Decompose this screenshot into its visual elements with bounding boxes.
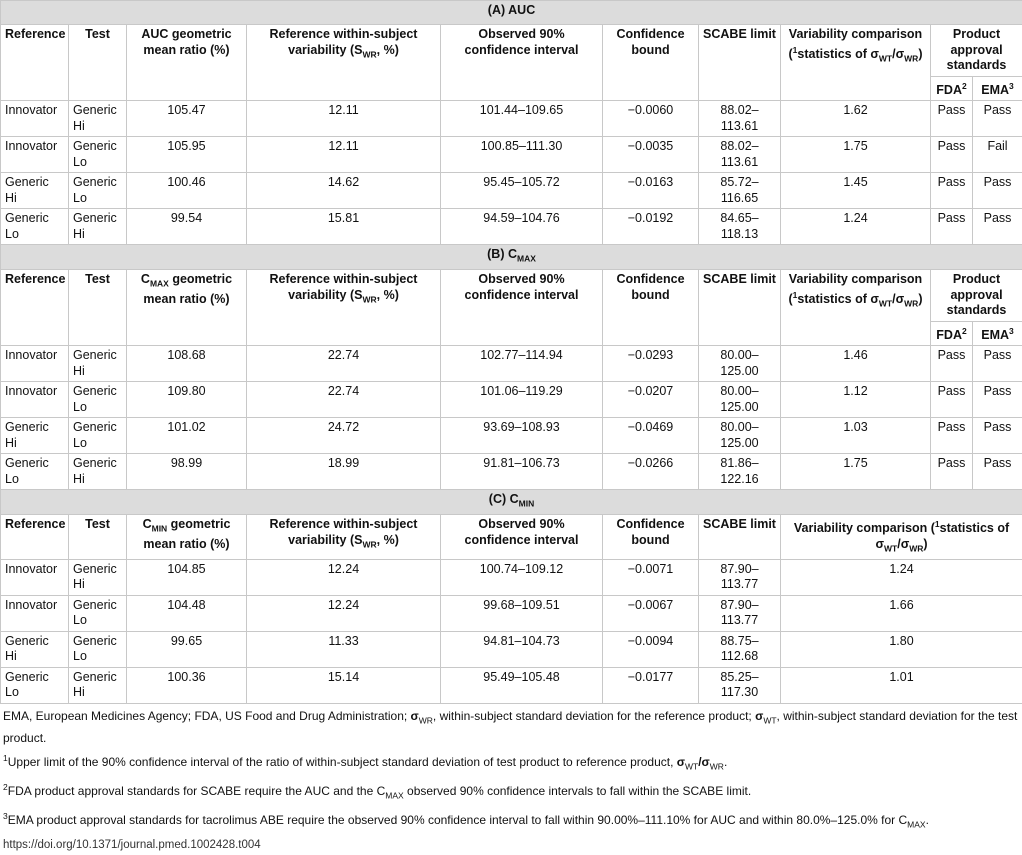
cell-scabe: 88.75–112.68: [699, 631, 781, 667]
header-scabe-limit: SCABE limit: [699, 515, 781, 560]
cell-variability: 12.24: [247, 595, 441, 631]
header-variability-comparison: Variability comparison ($^1$statistics of $\sigma_{WT}/\sigma_{WR}$): [781, 25, 931, 101]
cell-ci: 99.68–109.51: [441, 595, 603, 631]
cell-variability: 15.81: [247, 209, 441, 245]
cell-fda: Pass: [931, 382, 973, 418]
cell-test: Generic Lo: [69, 631, 127, 667]
header-confidence-bound: Confidence bound: [603, 270, 699, 346]
cell-fda: Pass: [931, 454, 973, 490]
cell-variability: 15.14: [247, 667, 441, 703]
cell-test: Generic Lo: [69, 418, 127, 454]
cell-reference: Generic Hi: [1, 173, 69, 209]
table-footnotes: [0, 704, 1022, 855]
cell-fda: Pass: [931, 137, 973, 173]
header-confidence-bound: Confidence bound: [603, 515, 699, 560]
cell-ema: Pass: [973, 454, 1022, 490]
header-scabe-limit: SCABE limit: [699, 270, 781, 346]
cell-variability-comparison: 1.75: [781, 137, 931, 173]
cell-reference: Generic Hi: [1, 418, 69, 454]
cell-scabe: 88.02–113.61: [699, 137, 781, 173]
cell-gmr: 100.46: [127, 173, 247, 209]
cell-fda: Pass: [931, 346, 973, 382]
cell-bound: −0.0207: [603, 382, 699, 418]
cell-ci: 95.45–105.72: [441, 173, 603, 209]
cell-scabe: 80.00–125.00: [699, 346, 781, 382]
cell-test: Generic Lo: [69, 173, 127, 209]
cell-fda: Pass: [931, 173, 973, 209]
table-row: [1, 346, 1022, 382]
cell-bound: −0.0177: [603, 667, 699, 703]
cell-bound: −0.0163: [603, 173, 699, 209]
cell-ema: Pass: [973, 101, 1022, 137]
cell-fda: Pass: [931, 209, 973, 245]
cell-test: Generic Hi: [69, 101, 127, 137]
doi-link[interactable]: https://doi.org/10.1371/journal.pmed.1002428.t004: [3, 837, 1020, 855]
cell-fda: Pass: [931, 101, 973, 137]
cell-variability: 22.74: [247, 382, 441, 418]
cell-variability-comparison: 1.75: [781, 454, 931, 490]
cell-reference: Innovator: [1, 382, 69, 418]
section-b-title: (B) $C_{MAX}$: [1, 245, 1022, 270]
cell-bound: −0.0060: [603, 101, 699, 137]
header-confidence-bound: Confidence bound: [603, 25, 699, 101]
cell-reference: Innovator: [1, 595, 69, 631]
cell-scabe: 80.00–125.00: [699, 382, 781, 418]
cell-variability: 12.24: [247, 559, 441, 595]
table-row: [1, 418, 1022, 454]
cell-scabe: 87.90–113.77: [699, 595, 781, 631]
header-approval-standards: Product approval standards: [931, 25, 1022, 77]
header-ema: EMA$^3$: [973, 76, 1022, 101]
cell-test: Generic Hi: [69, 454, 127, 490]
cell-bound: −0.0035: [603, 137, 699, 173]
cell-bound: −0.0094: [603, 631, 699, 667]
table-row: [1, 595, 1022, 631]
cell-gmr: 108.68: [127, 346, 247, 382]
table-row: [1, 559, 1022, 595]
cell-variability-comparison: 1.24: [781, 559, 1022, 595]
table-row: [1, 137, 1022, 173]
cell-scabe: 81.86–122.16: [699, 454, 781, 490]
cell-reference: Innovator: [1, 101, 69, 137]
header-observed-ci: Observed 90% confidence interval: [441, 515, 603, 560]
cell-scabe: 87.90–113.77: [699, 559, 781, 595]
cell-test: Generic Lo: [69, 382, 127, 418]
cell-test: Generic Hi: [69, 559, 127, 595]
header-scabe-limit: SCABE limit: [699, 25, 781, 101]
cell-bound: −0.0266: [603, 454, 699, 490]
abbreviations-note: EMA, European Medicines Agency; FDA, US Food and Drug Administration; $\sigma_{WR}$, within-subject standard deviation for the reference product; $\sigma_{WT}$, within-subject standard deviation for the test product.: [3, 708, 1020, 747]
cell-gmr: 99.54: [127, 209, 247, 245]
table-row: [1, 667, 1022, 703]
cell-gmr: 104.48: [127, 595, 247, 631]
cell-reference: Generic Lo: [1, 209, 69, 245]
header-variability-comparison: Variability comparison ($^1$statistics of $\sigma_{WT}/\sigma_{WR}$): [781, 270, 931, 346]
section-a-header-row: [1, 25, 1022, 77]
header-variability-comparison: Variability comparison ($^1$statistics of $\sigma_{WT}/\sigma_{WR}$): [781, 515, 1022, 560]
table-row: [1, 382, 1022, 418]
cell-variability-comparison: 1.01: [781, 667, 1022, 703]
header-reference: Reference: [1, 515, 69, 560]
section-c-title: (C) $C_{MIN}$: [1, 490, 1022, 515]
header-ref-variability: Reference within-subject variability ($S_{WR}$, %): [247, 515, 441, 560]
table-row: [1, 173, 1022, 209]
cell-gmr: 109.80: [127, 382, 247, 418]
cell-scabe: 84.65–118.13: [699, 209, 781, 245]
cell-reference: Generic Lo: [1, 454, 69, 490]
header-auc-gmr: AUC geometric mean ratio (%): [127, 25, 247, 101]
cell-variability-comparison: 1.62: [781, 101, 931, 137]
cell-variability: 12.11: [247, 101, 441, 137]
cell-fda: Pass: [931, 418, 973, 454]
header-ema: EMA$^3$: [973, 321, 1022, 346]
cell-ci: 102.77–114.94: [441, 346, 603, 382]
section-a-title: (A) AUC: [1, 1, 1022, 25]
section-b-title-row: [1, 245, 1022, 270]
header-test: Test: [69, 25, 127, 101]
header-approval-standards: Product approval standards: [931, 270, 1022, 322]
section-c-header-row: [1, 515, 1022, 560]
cell-ema: Pass: [973, 418, 1022, 454]
cell-bound: −0.0067: [603, 595, 699, 631]
footnote-3: $^3$EMA product approval standards for tacrolimus ABE require the observed 90% confidence interval to fall within 90.00%–111.10% for AUC and within 80.0%–125.0% for $C_{MAX}$.: [3, 808, 1020, 834]
cell-ci: 93.69–108.93: [441, 418, 603, 454]
table-row: [1, 631, 1022, 667]
table-row: [1, 209, 1022, 245]
cell-variability: 11.33: [247, 631, 441, 667]
cell-variability: 12.11: [247, 137, 441, 173]
cell-ci: 95.49–105.48: [441, 667, 603, 703]
cell-bound: −0.0469: [603, 418, 699, 454]
cell-gmr: 105.95: [127, 137, 247, 173]
cell-reference: Generic Hi: [1, 631, 69, 667]
section-a-title-row: [1, 1, 1022, 25]
cell-gmr: 105.47: [127, 101, 247, 137]
cell-bound: −0.0192: [603, 209, 699, 245]
header-observed-ci: Observed 90% confidence interval: [441, 270, 603, 346]
cell-ema: Pass: [973, 173, 1022, 209]
cell-gmr: 99.65: [127, 631, 247, 667]
cell-variability-comparison: 1.12: [781, 382, 931, 418]
cell-gmr: 104.85: [127, 559, 247, 595]
cell-variability: 18.99: [247, 454, 441, 490]
cell-test: Generic Hi: [69, 667, 127, 703]
cell-test: Generic Lo: [69, 137, 127, 173]
header-cmin-gmr: $C_{MIN}$ geometric mean ratio (%): [127, 515, 247, 560]
cell-ema: Pass: [973, 346, 1022, 382]
cell-ci: 91.81–106.73: [441, 454, 603, 490]
cell-variability-comparison: 1.66: [781, 595, 1022, 631]
cell-scabe: 88.02–113.61: [699, 101, 781, 137]
header-reference: Reference: [1, 270, 69, 346]
table-row: [1, 454, 1022, 490]
cell-variability-comparison: 1.03: [781, 418, 931, 454]
header-test: Test: [69, 270, 127, 346]
cell-gmr: 101.02: [127, 418, 247, 454]
cell-variability-comparison: 1.24: [781, 209, 931, 245]
cell-test: Generic Lo: [69, 595, 127, 631]
cell-ci: 94.59–104.76: [441, 209, 603, 245]
cell-variability: 22.74: [247, 346, 441, 382]
cell-gmr: 100.36: [127, 667, 247, 703]
header-fda: FDA$^2$: [931, 76, 973, 101]
section-c-title-row: [1, 490, 1022, 515]
cell-test: Generic Hi: [69, 209, 127, 245]
cell-test: Generic Hi: [69, 346, 127, 382]
cell-ema: Pass: [973, 209, 1022, 245]
cell-variability: 14.62: [247, 173, 441, 209]
cell-reference: Innovator: [1, 137, 69, 173]
section-b-header-row: [1, 270, 1022, 322]
cell-variability-comparison: 1.46: [781, 346, 931, 382]
header-reference: Reference: [1, 25, 69, 101]
footnote-1: $^1$Upper limit of the 90% confidence interval of the ratio of within-subject standard deviation of test product to reference product, $\sigma_{WT}/\sigma_{WR}$.: [3, 750, 1020, 776]
header-cmax-gmr: $C_{MAX}$ geometric mean ratio (%): [127, 270, 247, 346]
cell-ema: Fail: [973, 137, 1022, 173]
header-observed-ci: Observed 90% confidence interval: [441, 25, 603, 101]
cell-ci: 100.74–109.12: [441, 559, 603, 595]
header-ref-variability: Reference within-subject variability ($S_{WR}$, %): [247, 25, 441, 101]
cell-ema: Pass: [973, 382, 1022, 418]
cell-ci: 101.44–109.65: [441, 101, 603, 137]
cell-reference: Generic Lo: [1, 667, 69, 703]
header-test: Test: [69, 515, 127, 560]
cell-ci: 94.81–104.73: [441, 631, 603, 667]
cell-scabe: 85.72–116.65: [699, 173, 781, 209]
table-row: [1, 101, 1022, 137]
header-fda: FDA$^2$: [931, 321, 973, 346]
cell-variability-comparison: 1.80: [781, 631, 1022, 667]
cell-gmr: 98.99: [127, 454, 247, 490]
cell-variability-comparison: 1.45: [781, 173, 931, 209]
header-ref-variability: Reference within-subject variability ($S_{WR}$, %): [247, 270, 441, 346]
cell-scabe: 85.25–117.30: [699, 667, 781, 703]
cell-reference: Innovator: [1, 559, 69, 595]
cell-reference: Innovator: [1, 346, 69, 382]
cell-scabe: 80.00–125.00: [699, 418, 781, 454]
cell-ci: 101.06–119.29: [441, 382, 603, 418]
cell-ci: 100.85–111.30: [441, 137, 603, 173]
cell-bound: −0.0071: [603, 559, 699, 595]
cell-bound: −0.0293: [603, 346, 699, 382]
footnote-2: $^2$FDA product approval standards for SCABE require the AUC and the $C_{MAX}$ observed 90% confidence intervals to fall within the SCABE limit.: [3, 779, 1020, 805]
cell-variability: 24.72: [247, 418, 441, 454]
